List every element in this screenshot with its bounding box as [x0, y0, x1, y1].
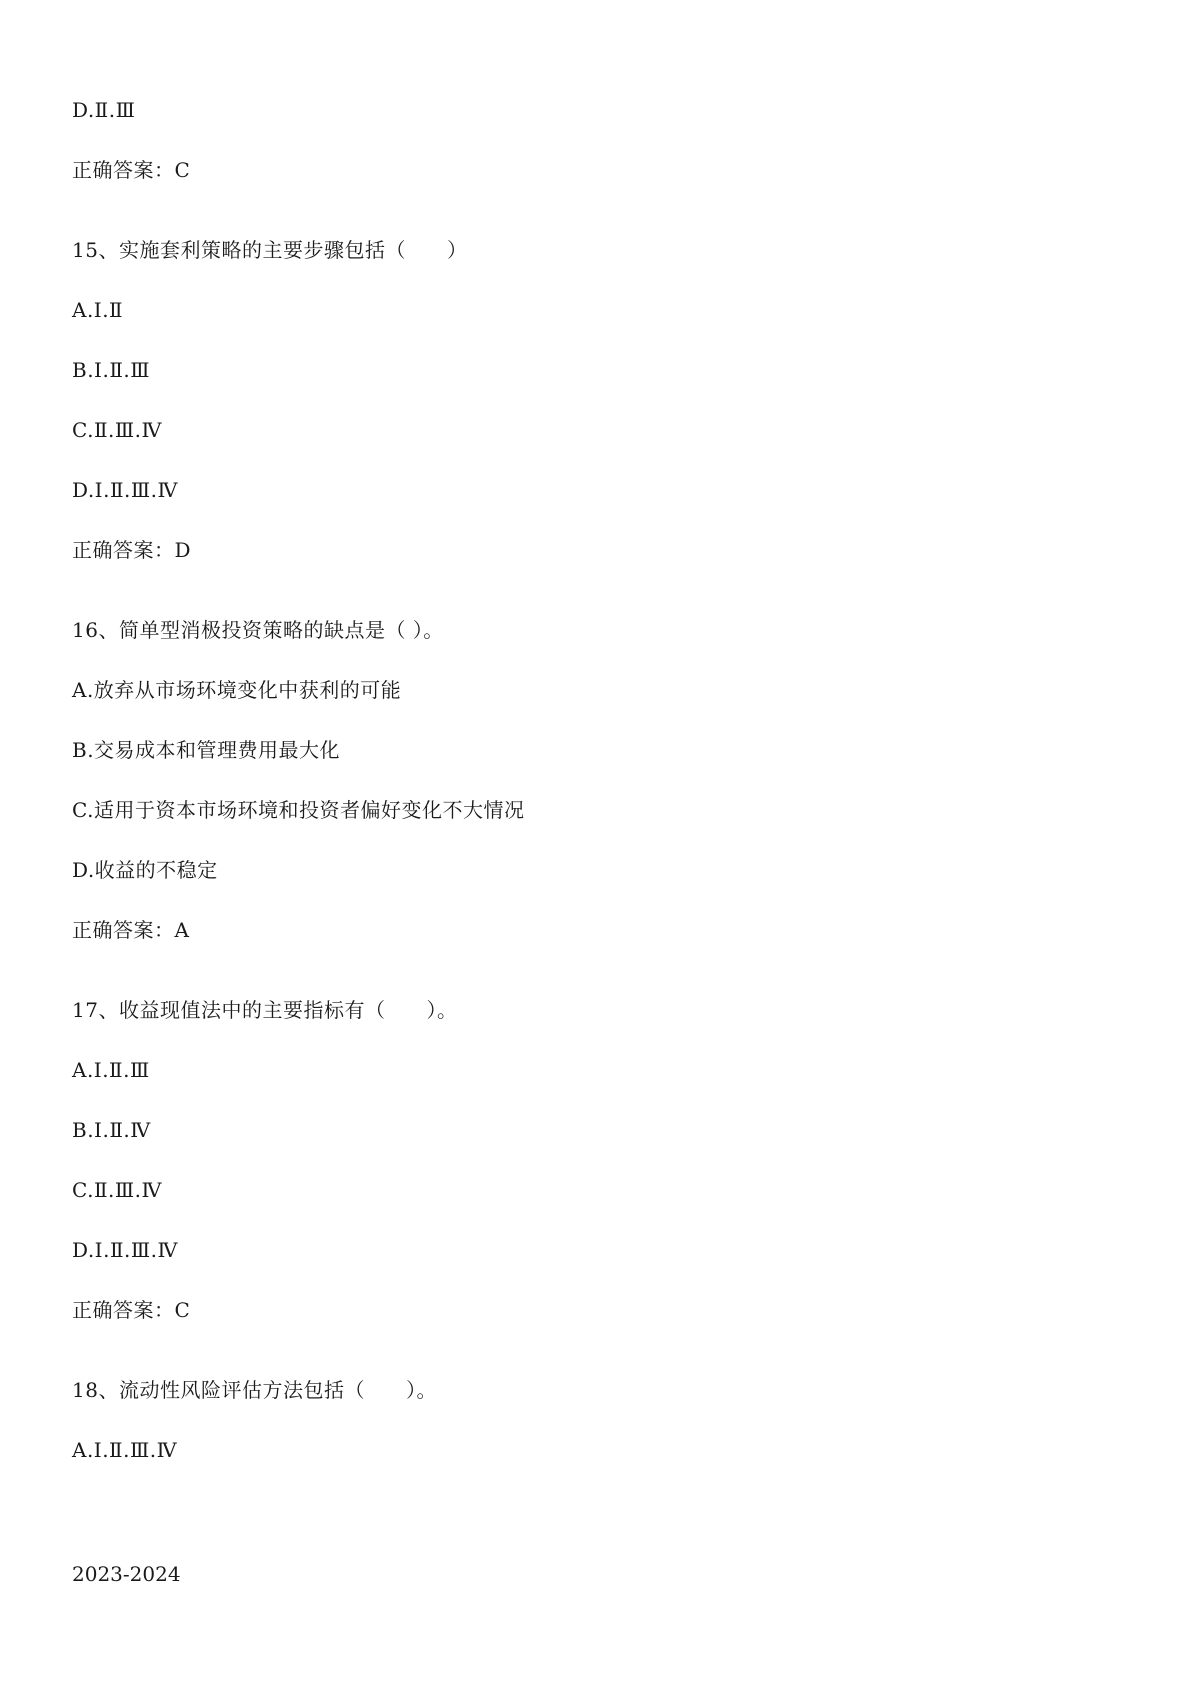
q16-option-d: D.收益的不稳定	[72, 858, 218, 882]
q17-question: 17、收益现值法中的主要指标有（ ）。	[72, 998, 458, 1022]
q16-option-a: A.放弃从市场环境变化中获利的可能	[72, 678, 402, 702]
q18-option-a: A.Ⅰ.Ⅱ.Ⅲ.Ⅳ	[72, 1438, 178, 1462]
prev-option-d: D.Ⅱ.Ⅲ	[72, 98, 136, 122]
q17-answer: 正确答案：C	[72, 1298, 191, 1322]
q16-question: 16、简单型消极投资策略的缺点是（ ）。	[72, 618, 444, 642]
q17-option-d: D.Ⅰ.Ⅱ.Ⅲ.Ⅳ	[72, 1238, 179, 1262]
q17-option-a: A.Ⅰ.Ⅱ.Ⅲ	[72, 1058, 150, 1082]
prev-answer: 正确答案：C	[72, 158, 191, 182]
q15-option-d: D.Ⅰ.Ⅱ.Ⅲ.Ⅳ	[72, 478, 179, 502]
q15-option-a: A.Ⅰ.Ⅱ	[72, 298, 124, 322]
q15-option-b: B.Ⅰ.Ⅱ.Ⅲ	[72, 358, 151, 382]
q17-option-b: B.Ⅰ.Ⅱ.Ⅳ	[72, 1118, 151, 1142]
q18-question: 18、流动性风险评估方法包括（ ）。	[72, 1378, 437, 1402]
page-footer-year: 2023-2024	[72, 1562, 181, 1586]
q17-option-c: C.Ⅱ.Ⅲ.Ⅳ	[72, 1178, 163, 1202]
q15-question: 15、实施套利策略的主要步骤包括（ ）	[72, 238, 468, 262]
q16-option-b: B.交易成本和管理费用最大化	[72, 738, 341, 762]
q16-option-c: C.适用于资本市场环境和投资者偏好变化不大情况	[72, 798, 525, 822]
q15-answer: 正确答案：D	[72, 538, 192, 562]
q16-answer: 正确答案：A	[72, 918, 190, 942]
q15-option-c: C.Ⅱ.Ⅲ.Ⅳ	[72, 418, 163, 442]
